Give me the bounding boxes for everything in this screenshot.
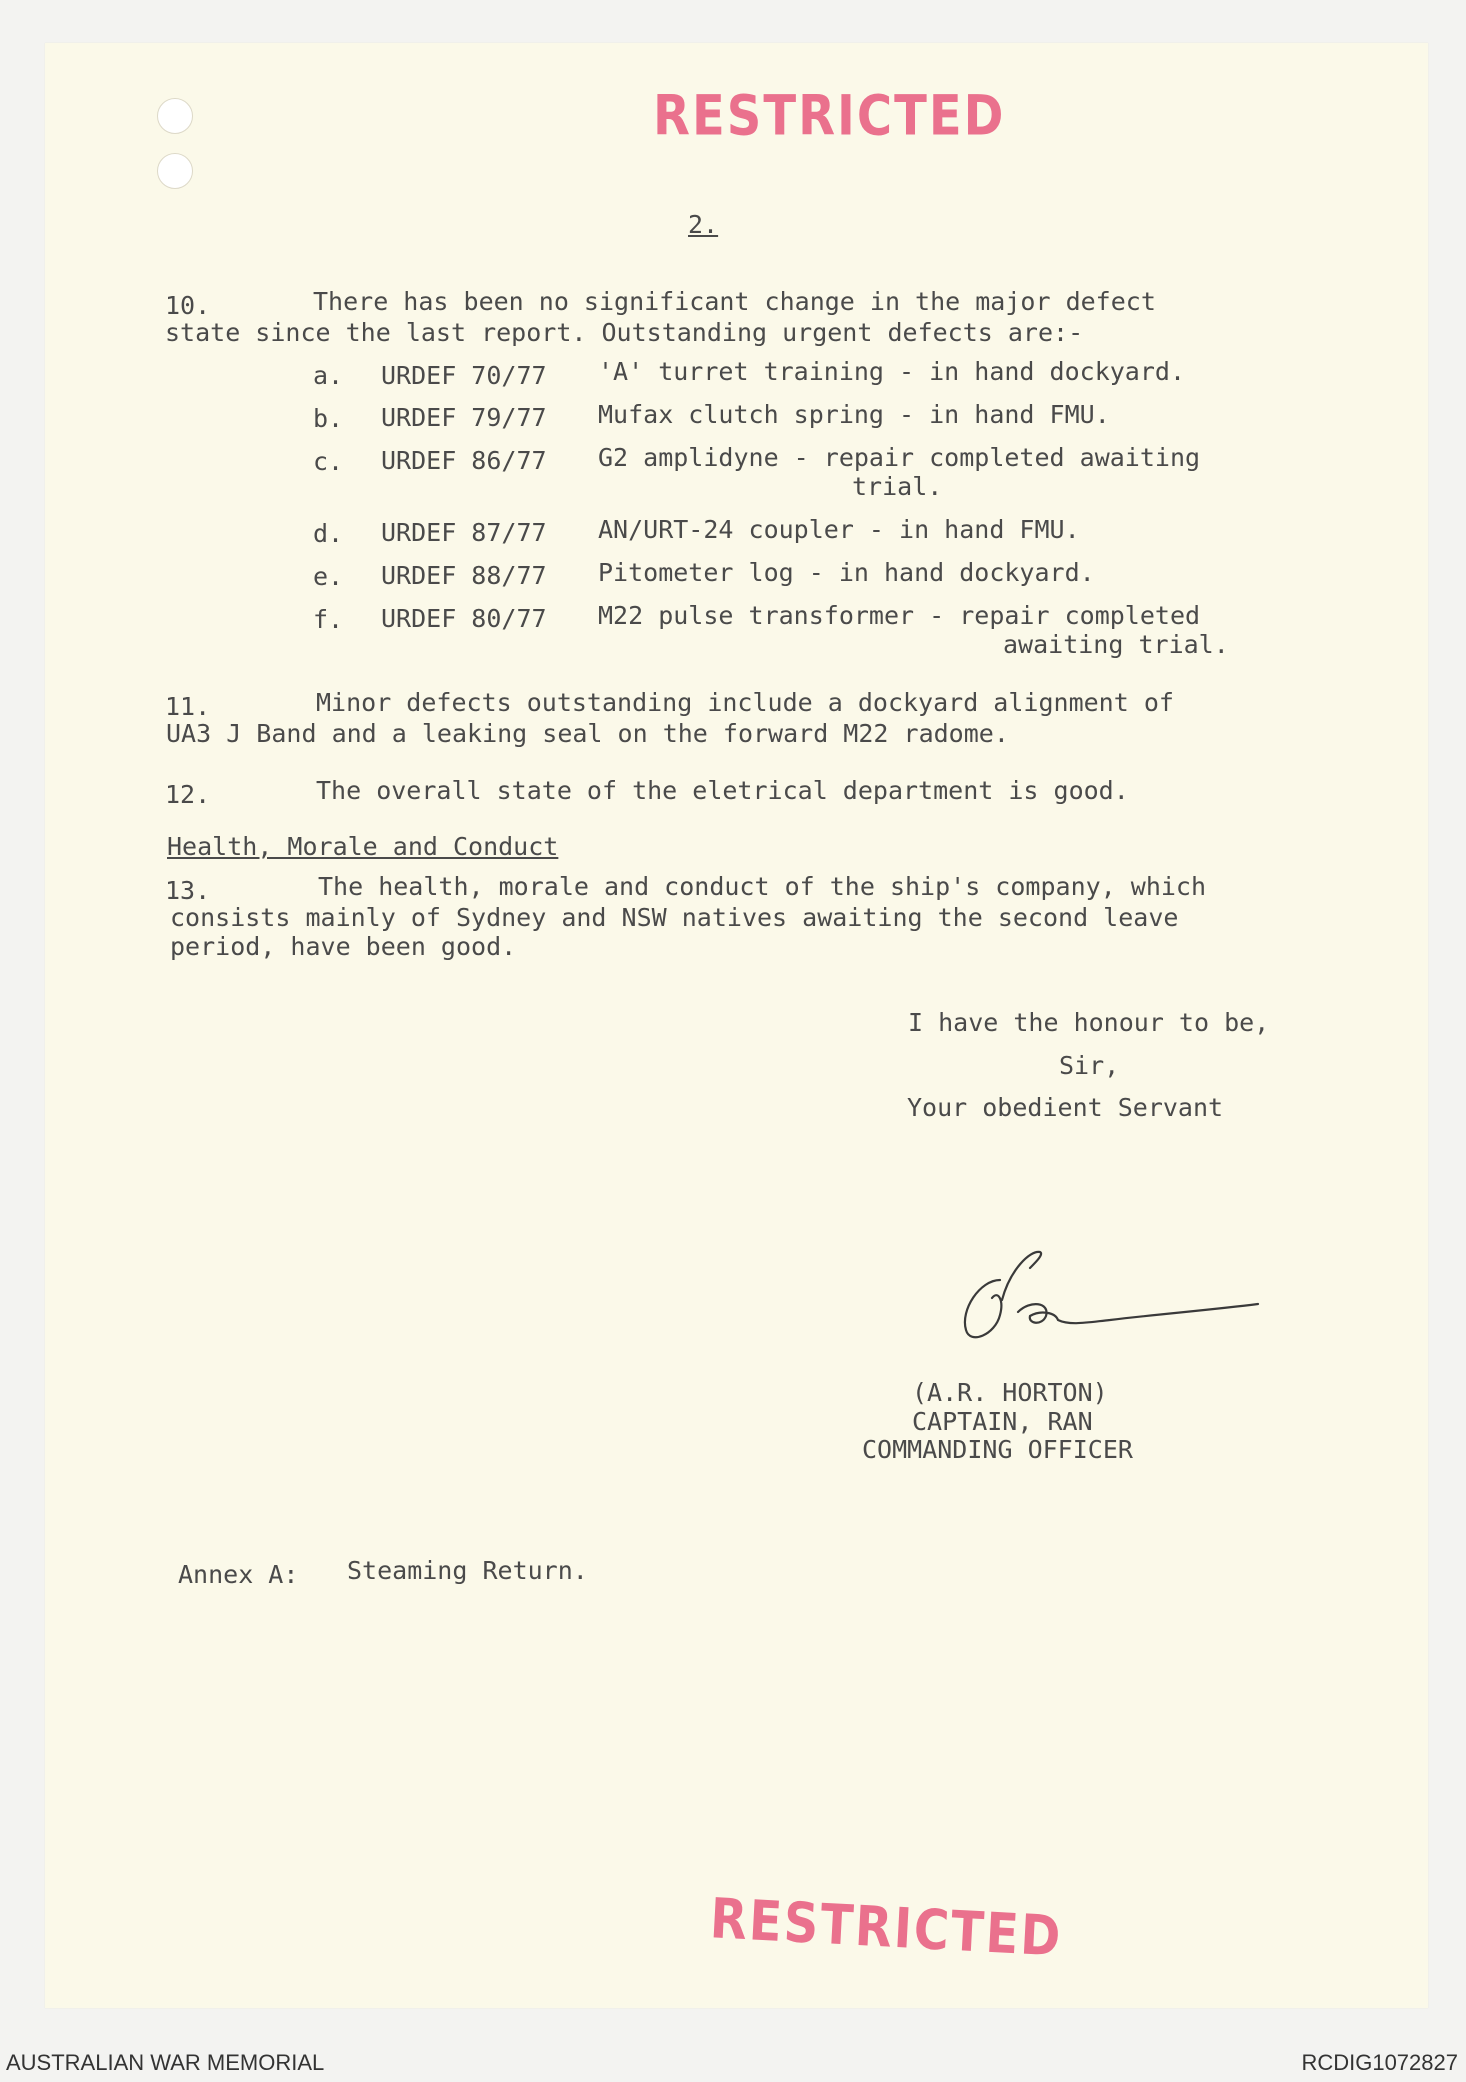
- closing-line3: Your obedient Servant: [907, 1093, 1224, 1122]
- signatory-name: (A.R. HORTON): [912, 1378, 1108, 1407]
- defect-letter: f.: [313, 605, 344, 634]
- restricted-stamp-top: RESTRICTED: [653, 83, 1006, 149]
- closing-line1: I have the honour to be,: [908, 1008, 1270, 1037]
- signature: [940, 1240, 1270, 1360]
- defect-text-cont: trial.: [852, 472, 943, 501]
- defect-text: G2 amplidyne - repair completed awaiting: [598, 443, 1201, 472]
- defect-text: M22 pulse transformer - repair completed: [598, 601, 1201, 630]
- para-13-line1: The health, morale and conduct of the ship's company, which: [318, 872, 1207, 901]
- para-12-number: 12.: [165, 780, 211, 809]
- closing-line2: Sir,: [1059, 1051, 1120, 1080]
- para-11-line1: Minor defects outstanding include a dockyard alignment of: [316, 688, 1174, 717]
- annex-text: Steaming Return.: [347, 1556, 588, 1585]
- page-number: 2.: [688, 210, 719, 239]
- restricted-stamp-bottom: RESTRICTED: [708, 1886, 1064, 1970]
- defect-code: URDEF 79/77: [381, 403, 547, 432]
- defect-code: URDEF 88/77: [381, 561, 547, 590]
- section-heading: Health, Morale and Conduct: [167, 832, 559, 861]
- para-12-line1: The overall state of the eletrical department is good.: [316, 776, 1129, 805]
- punch-hole: [157, 98, 193, 134]
- defect-letter: b.: [313, 404, 344, 433]
- punch-hole: [157, 153, 193, 189]
- para-10-line2: state since the last report. Outstanding urgent defects are:-: [165, 318, 1084, 347]
- para-13-line2: consists mainly of Sydney and NSW natives awaiting the second leave: [170, 903, 1179, 932]
- defect-code: URDEF 86/77: [381, 446, 547, 475]
- para-13-number: 13.: [165, 876, 211, 905]
- defect-letter: d.: [313, 519, 344, 548]
- para-10-line1: There has been no significant change in the major defect: [313, 287, 1156, 316]
- defect-code: URDEF 87/77: [381, 518, 547, 547]
- signatory-rank: CAPTAIN, RAN: [912, 1407, 1093, 1436]
- para-13-line3: period, have been good.: [170, 932, 517, 961]
- footer-archive-name: AUSTRALIAN WAR MEMORIAL: [6, 2050, 325, 2075]
- signatory-role: COMMANDING OFFICER: [862, 1435, 1133, 1464]
- defect-letter: a.: [313, 361, 344, 390]
- para-10-number: 10.: [165, 291, 211, 320]
- defect-code: URDEF 70/77: [381, 361, 547, 390]
- defect-letter: c.: [313, 447, 344, 476]
- defect-text: AN/URT-24 coupler - in hand FMU.: [598, 515, 1080, 544]
- para-11-number: 11.: [165, 692, 211, 721]
- defect-text: 'A' turret training - in hand dockyard.: [598, 357, 1185, 386]
- defect-code: URDEF 80/77: [381, 604, 547, 633]
- footer-item-id: RCDIG1072827: [1301, 2050, 1458, 2075]
- defect-text: Pitometer log - in hand dockyard.: [598, 558, 1095, 587]
- defect-letter: e.: [313, 562, 344, 591]
- annex-label: Annex A:: [178, 1560, 299, 1589]
- defect-text: Mufax clutch spring - in hand FMU.: [598, 400, 1110, 429]
- defect-text-cont: awaiting trial.: [1003, 630, 1229, 659]
- para-11-line2: UA3 J Band and a leaking seal on the forward M22 radome.: [166, 719, 1009, 748]
